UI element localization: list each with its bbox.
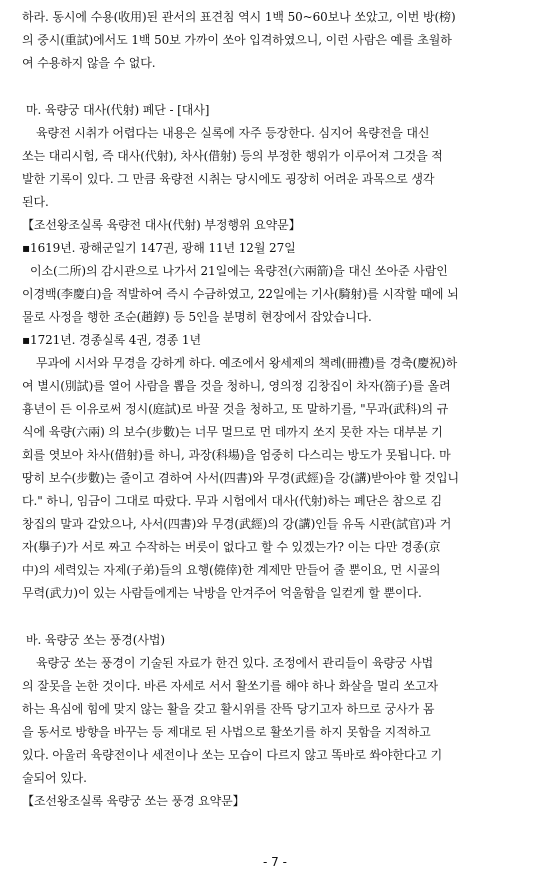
text-line: 의 중시(重試)에서도 1백 50보 가까이 쏘아 입격하였으니, 이런 사람은 예를 초월하 <box>22 33 452 47</box>
text-line: 다." 하니, 임금이 그대로 따랐다. 무과 시험에서 대사(代射)하는 폐단은 참으로 김 <box>22 494 442 508</box>
text-line: 쏘는 대리시험, 즉 대사(代射), 차사(借射) 등의 부정한 행위가 이루어져 그것을 적 <box>22 149 443 163</box>
text-line: 있다. 아울러 육량전이나 세전이나 쏘는 모습이 다르지 않고 똑바로 쏴야한다고 기 <box>22 748 443 762</box>
text-line: 이소(二所)의 감시관으로 나가서 21일에는 육량전(六兩箭)을 대신 쏘아준 사람인 <box>30 264 448 278</box>
text-line: 땅히 보수(步數)는 줄이고 겸하여 사서(四書)와 무경(武經)을 강(講)받아야 할 것입니 <box>22 471 459 485</box>
section-heading: 마. 육량궁 대사(代射) 폐단 - [대사] <box>26 103 210 117</box>
text-line: 창집의 말과 같았으나, 사서(四書)와 무경(武經)의 강(講)인들 유독 시관(試官)과 거 <box>22 517 452 531</box>
text-line: 흉년이 든 이유로써 정시(庭試)로 바꿀 것을 청하고, 또 말하기를, "무과(武科)의 규 <box>22 402 449 416</box>
text-line: 하는 욕심에 힘에 맞지 않는 활을 갖고 활시위를 잔뜩 당기고자 하므로 궁사가 몸 <box>22 702 435 716</box>
citation: ▪1619년. 광해군일기 147권, 광해 11년 12월 27일 <box>22 241 296 255</box>
text-line: 된다. <box>22 195 49 209</box>
section-ba <box>22 629 530 813</box>
text-line: 을 동서로 방향을 바꾸는 등 제대로 된 사법으로 활쏘기를 하지 못함을 지적하고 <box>22 725 431 739</box>
text-line: 자(擧子)가 서로 짜고 수작하는 버릇이 없다고 할 수 있겠는가? 이는 다만 경종(京 <box>22 540 441 554</box>
text-line: 이경백(李慶白)을 적발하여 즉시 수금하였고, 22일에는 기사(騎射)를 시작할 때에 뇌 <box>22 287 459 301</box>
page-number: - 7 - <box>263 855 287 869</box>
text-line: 술되어 있다. <box>22 771 87 785</box>
section-ma <box>22 99 530 605</box>
text-line: 회를 엿보아 차사(借射)를 하니, 과장(科場)을 엄중히 다스리는 방도가 못됩니다. 마 <box>22 448 451 462</box>
summary-title: 【조선왕조실록 육량전 대사(代射) 부정행위 요약문】 <box>22 218 301 232</box>
text-line: 中)의 세력있는 자제(子弟)들의 요행(僥倖)한 계제만 만들어 줄 뿐이요, 먼 시골의 <box>22 563 441 577</box>
text-line: 무력(武力)이 있는 사람들에게는 낙방을 안겨주어 억울함을 일컫게 할 뿐이다. <box>22 586 422 600</box>
text-line: 의 잘못을 논한 것이다. 바른 자세로 서서 활쏘기를 해야 하나 화살을 멀리 쏘고자 <box>22 679 439 693</box>
summary-title: 【조선왕조실록 육량궁 쏘는 풍경 요약문】 <box>22 794 245 808</box>
section-heading: 바. 육량궁 쏘는 풍경(사법) <box>26 633 165 647</box>
text-line: 여 수용하지 않을 수 없다. <box>22 56 156 70</box>
citation: ▪1721년. 경종실록 4권, 경종 1년 <box>22 333 201 347</box>
text-line: 여 별시(別試)를 열어 사람을 뽑을 것을 청하니, 영의정 김창집이 차자(箚子)를 올려 <box>22 379 451 393</box>
text-line: 물로 사정을 행한 조순(趙錞) 등 5인을 분명히 현장에서 잡았습니다. <box>22 310 372 324</box>
text-line: 하라. 동시에 수용(收用)된 관서의 표견침 역시 1백 50~60보나 쏘았고, 이번 방(榜) <box>22 10 456 24</box>
text-line: 육량궁 쏘는 풍경이 기술된 자료가 한건 있다. 조정에서 관리들이 육량궁 사법 <box>36 656 434 670</box>
text-line: 식에 육량(六兩) 의 보수(步數)는 너무 멀므로 먼 데까지 쏘지 못한 자는 대부분 기 <box>22 425 443 439</box>
text-line: 무과에 시서와 무경을 강하게 하다. 예조에서 왕세제의 책례(冊禮)를 경축(慶祝)하 <box>36 356 458 370</box>
intro-paragraph <box>22 6 530 75</box>
text-line: 발한 기록이 있다. 그 만큼 육량전 시취는 당시에도 굉장히 어려운 과목으로 생각 <box>22 172 435 186</box>
text-line: 육량전 시취가 어렵다는 내용은 실록에 자주 등장한다. 심지어 육량전을 대신 <box>36 126 430 140</box>
